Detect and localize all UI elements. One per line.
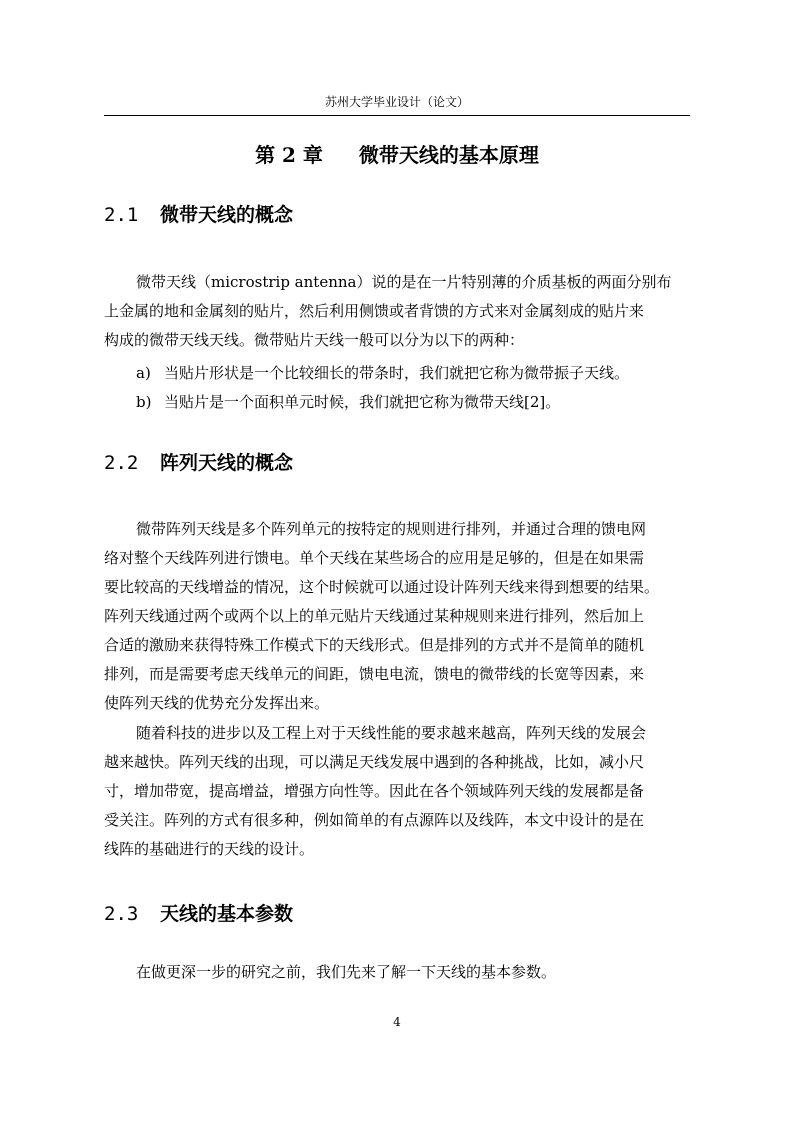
paragraph-line: 在做更深一步的研究之前，我们先来了解一下天线的基本参数。 <box>136 963 557 981</box>
paragraph-line: 排列，而是需要考虑天线单元的间距，馈电电流，馈电的微带线的长宽等因素，来 <box>104 665 645 683</box>
paragraph-line: 使阵列天线的优势充分发挥出来。 <box>104 694 330 712</box>
paragraph-line: 越来越快。阵列天线的出现，可以满足天线发展中遇到的各种挑战，比如，减小尺 <box>104 753 645 771</box>
paragraph-line: 上金属的地和金属刻的贴片，然后利用侧馈或者背馈的方式来对金属刻成的贴片来 <box>104 302 645 320</box>
list-item <box>136 388 560 417</box>
list-item <box>136 359 629 388</box>
paragraph <box>104 515 679 718</box>
page-number: 4 <box>393 1015 401 1029</box>
paragraph-line: 构成的微带天线天线。微带贴片天线一般可以分为以下的两种： <box>104 331 525 349</box>
list-marker: a) <box>136 364 151 382</box>
paragraph-line: 要比较高的天线增益的情况，这个时候就可以通过设计阵列天线来得到想要的结果。 <box>104 578 660 596</box>
list-text: 当贴片是一个面积单元时候，我们就把它称为微带天线[2]。 <box>164 393 561 411</box>
list-text: 当贴片形状是一个比较细长的带条时，我们就把它称为微带振子天线。 <box>164 364 630 382</box>
chapter-number: 第 2 章 <box>255 143 323 167</box>
paragraph <box>104 268 679 355</box>
section-heading <box>104 450 293 476</box>
list-marker: b) <box>136 393 152 411</box>
paragraph-line: 络对整个天线阵列进行馈电。单个天线在某些场合的应用是足够的，但是在如果需 <box>104 549 645 567</box>
section-title: 微带天线的概念 <box>160 204 294 226</box>
section-title: 天线的基本参数 <box>160 903 294 925</box>
chapter-title <box>104 142 690 168</box>
paragraph <box>104 719 679 864</box>
section-heading <box>104 202 293 228</box>
paragraph-line: 合适的激励来获得特殊工作模式下的天线形式。但是排列的方式并不是简单的随机 <box>104 636 645 654</box>
section-number: 2.3 <box>104 903 139 925</box>
paragraph-line: 阵列天线通过两个或两个以上的单元贴片天线通过某种规则来进行排列，然后加上 <box>104 607 645 625</box>
paragraph-line: 线阵的基础进行的天线的设计。 <box>104 840 315 858</box>
paragraph-line: 微带天线（microstrip antenna）说的是在一片特别薄的介质基板的两面分别布 <box>136 273 672 291</box>
paragraph-line: 微带阵列天线是多个阵列单元的按特定的规则进行排列，并通过合理的馈电网 <box>136 520 647 538</box>
section-heading <box>104 901 293 927</box>
section-number: 2.2 <box>104 452 139 474</box>
chapter-title-text: 微带天线的基本原理 <box>358 143 539 167</box>
paragraph-line: 受关注。阵列的方式有很多种，例如简单的有点源阵以及线阵，本文中设计的是在 <box>104 811 645 829</box>
header-divider <box>104 115 690 116</box>
paragraph-line: 随着科技的进步以及工程上对于天线性能的要求越来越高，阵列天线的发展会 <box>136 724 647 742</box>
section-number: 2.1 <box>104 204 139 226</box>
running-header: 苏州大学毕业设计（论文） <box>324 95 469 109</box>
paragraph-line: 寸，增加带宽，提高增益，增强方向性等。因此在各个领域阵列天线的发展都是备 <box>104 782 645 800</box>
section-title: 阵列天线的概念 <box>160 452 294 474</box>
paragraph <box>104 958 679 987</box>
